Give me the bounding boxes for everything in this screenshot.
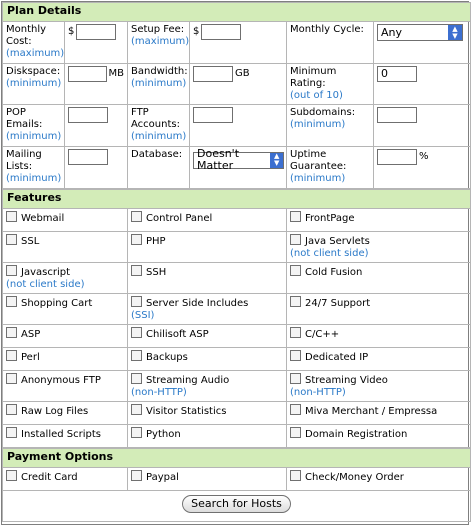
features-row	[3, 371, 471, 402]
feature-cell-shopping-cart	[3, 294, 128, 325]
plan-details-table	[2, 2, 471, 189]
checkbox-paypal[interactable]	[131, 470, 142, 481]
feature-label: Dedicated IP	[305, 352, 369, 363]
pop-emails-label: POP Emails:	[6, 107, 43, 130]
feature-label: Control Panel	[146, 213, 213, 224]
subdomains-input[interactable]	[377, 107, 417, 123]
bandwidth-label-cell	[128, 64, 190, 105]
feature-cell-javascript	[3, 263, 128, 294]
features-row	[3, 348, 471, 371]
checkbox-webmail[interactable]	[6, 211, 17, 222]
checkbox-miva-merchant-empressa[interactable]	[290, 404, 301, 415]
feature-cell-python	[128, 425, 287, 448]
setup-fee-input[interactable]	[201, 24, 241, 40]
dollar-sign: $	[193, 26, 200, 37]
checkbox-python[interactable]	[131, 427, 142, 438]
feature-label: Cold Fusion	[305, 267, 363, 278]
feature-label: FrontPage	[305, 213, 355, 224]
dropdown-arrow-icon: ▲ ▼	[270, 153, 283, 168]
ftp-accounts-label-cell	[128, 105, 190, 147]
feature-cell-cold-fusion	[287, 263, 471, 294]
feature-cell-php	[128, 232, 287, 263]
feature-cell-raw-log-files	[3, 402, 128, 425]
feature-label: Raw Log Files	[21, 406, 89, 417]
feature-label: SSL	[21, 236, 40, 247]
monthly-cycle-select-cell	[374, 22, 471, 64]
diskspace-unit: MB	[108, 68, 124, 79]
feature-label: C/C++	[305, 329, 340, 340]
checkbox-streaming-audio[interactable]	[131, 373, 142, 384]
monthly-cost-input-cell	[65, 22, 128, 64]
plan-details-header: Plan Details	[3, 3, 471, 22]
payment-options-header: Payment Options	[3, 449, 471, 468]
feature-cell-java-servlets	[287, 232, 471, 263]
checkbox-installed-scripts[interactable]	[6, 427, 17, 438]
mailing-lists-label: Mailing Lists:	[6, 149, 42, 172]
feature-label: Visitor Statistics	[146, 406, 227, 417]
dollar-sign: $	[68, 26, 75, 37]
payment-option-label: Paypal	[146, 472, 179, 483]
feature-cell-chilisoft-asp	[128, 325, 287, 348]
checkbox-shopping-cart[interactable]	[6, 296, 17, 307]
feature-note: (non-HTTP)	[290, 387, 346, 398]
feature-cell-control-panel	[128, 209, 287, 232]
payment-options-table	[2, 448, 471, 522]
features-row	[3, 325, 471, 348]
feature-label: Javascript	[21, 267, 70, 278]
setup-fee-input-cell	[190, 22, 287, 64]
checkbox-cold-fusion[interactable]	[290, 265, 301, 276]
mailing-lists-input[interactable]	[68, 149, 108, 165]
pop-emails-label-cell	[3, 105, 65, 147]
checkbox-c-c[interactable]	[290, 327, 301, 338]
checkbox-credit-card[interactable]	[6, 470, 17, 481]
uptime-label: Uptime Guarantee:	[290, 149, 347, 172]
feature-label: Domain Registration	[305, 429, 408, 440]
min-rating-label: Minimum Rating:	[290, 66, 337, 89]
feature-label: Installed Scripts	[21, 429, 101, 440]
min-rating-label-cell	[287, 64, 374, 105]
checkbox-streaming-video[interactable]	[290, 373, 301, 384]
checkbox-anonymous-ftp[interactable]	[6, 373, 17, 384]
checkbox-backups[interactable]	[131, 350, 142, 361]
mailing-lists-input-cell	[65, 147, 128, 189]
uptime-unit: %	[419, 151, 429, 162]
min-rating-input[interactable]: 0	[377, 66, 417, 82]
setup-fee-note: (maximum)	[131, 36, 190, 47]
features-row	[3, 209, 471, 232]
monthly-cost-input[interactable]	[76, 24, 116, 40]
monthly-cost-label-cell	[3, 22, 65, 64]
feature-cell-ssl	[3, 232, 128, 263]
database-value: Doesn't Matter	[197, 147, 240, 172]
feature-cell-backups	[128, 348, 287, 371]
checkbox-ssl[interactable]	[6, 234, 17, 245]
min-rating-input-cell	[374, 64, 471, 105]
diskspace-input-cell	[65, 64, 128, 105]
checkbox-chilisoft-asp[interactable]	[131, 327, 142, 338]
features-row	[3, 402, 471, 425]
subdomains-input-cell	[374, 105, 471, 147]
database-select[interactable]	[193, 147, 284, 172]
feature-cell-streaming-audio	[128, 371, 287, 402]
feature-note: (not client side)	[6, 279, 85, 290]
pop-emails-input[interactable]	[68, 107, 108, 123]
dropdown-arrow-icon: ▲ ▼	[448, 25, 462, 40]
feature-label: Webmail	[21, 213, 65, 224]
feature-cell-domain-registration	[287, 425, 471, 448]
payment-options-row	[3, 468, 471, 491]
feature-note: (not client side)	[290, 248, 369, 259]
ftp-accounts-note: (minimum)	[131, 131, 187, 142]
checkbox-frontpage[interactable]	[290, 211, 301, 222]
monthly-cost-note: (maximum)	[6, 48, 65, 59]
feature-cell-24-7-support	[287, 294, 471, 325]
subdomains-label-cell	[287, 105, 374, 147]
feature-cell-asp	[3, 325, 128, 348]
database-select-cell	[190, 147, 287, 189]
feature-label: Java Servlets	[305, 236, 370, 247]
feature-cell-perl	[3, 348, 128, 371]
bandwidth-input[interactable]	[193, 66, 233, 82]
mailing-lists-label-cell	[3, 147, 65, 189]
feature-label: 24/7 Support	[305, 298, 371, 309]
pop-emails-input-cell	[65, 105, 128, 147]
bandwidth-label: Bandwidth:	[131, 66, 188, 77]
subdomains-label: Subdomains:	[290, 107, 356, 118]
checkbox-check-money-order[interactable]	[290, 470, 301, 481]
checkbox-raw-log-files[interactable]	[6, 404, 17, 415]
feature-label: ASP	[21, 329, 41, 340]
monthly-cycle-label-cell	[287, 22, 374, 64]
database-label: Database:	[131, 149, 183, 160]
feature-label: Shopping Cart	[21, 298, 93, 309]
features-table	[2, 189, 471, 448]
diskspace-label-cell	[3, 64, 65, 105]
feature-cell-webmail	[3, 209, 128, 232]
bandwidth-note: (minimum)	[131, 78, 187, 89]
feature-cell-installed-scripts	[3, 425, 128, 448]
feature-label: Python	[146, 429, 181, 440]
diskspace-input[interactable]	[68, 66, 107, 82]
feature-cell-miva-merchant-empressa	[287, 402, 471, 425]
setup-fee-label: Setup Fee:	[131, 24, 185, 35]
checkbox-java-servlets[interactable]	[290, 234, 301, 245]
diskspace-label: Diskspace:	[6, 66, 61, 77]
checkbox-asp[interactable]	[6, 327, 17, 338]
feature-cell-frontpage	[287, 209, 471, 232]
feature-cell-c-c	[287, 325, 471, 348]
feature-label: SSH	[146, 267, 167, 278]
checkbox-visitor-statistics[interactable]	[131, 404, 142, 415]
diskspace-note: (minimum)	[6, 78, 62, 89]
checkbox-ssh[interactable]	[131, 265, 142, 276]
feature-cell-ssh	[128, 263, 287, 294]
payment-option-label: Check/Money Order	[305, 472, 404, 483]
checkbox-control-panel[interactable]	[131, 211, 142, 222]
uptime-label-cell	[287, 147, 374, 189]
feature-cell-dedicated-ip	[287, 348, 471, 371]
search-for-hosts-button[interactable]: Search for Hosts	[182, 495, 291, 513]
checkbox-domain-registration[interactable]	[290, 427, 301, 438]
ftp-accounts-label: FTP Accounts:	[131, 107, 180, 130]
checkbox-server-side-includes[interactable]	[131, 296, 142, 307]
payment-option-label: Credit Card	[21, 472, 78, 483]
feature-label: Streaming Audio	[146, 375, 230, 386]
feature-note: (non-HTTP)	[131, 387, 187, 398]
features-row	[3, 232, 471, 263]
feature-label: Streaming Video	[305, 375, 388, 386]
monthly-cost-label: Monthly Cost:	[6, 24, 47, 47]
uptime-input-cell	[374, 147, 471, 189]
setup-fee-label-cell	[128, 22, 190, 64]
bandwidth-unit: GB	[235, 68, 250, 79]
bandwidth-input-cell	[190, 64, 287, 105]
monthly-cycle-label: Monthly Cycle:	[290, 24, 364, 35]
uptime-input[interactable]	[377, 149, 417, 165]
search-button-cell	[3, 491, 471, 522]
monthly-cycle-value: Any	[381, 25, 403, 39]
monthly-cycle-select[interactable]	[377, 24, 463, 41]
feature-label: Server Side Includes	[146, 298, 249, 309]
feature-label: Chilisoft ASP	[146, 329, 209, 340]
features-row	[3, 425, 471, 448]
ftp-accounts-input-cell	[190, 105, 287, 147]
feature-label: Anonymous FTP	[21, 375, 101, 386]
checkbox-php[interactable]	[131, 234, 142, 245]
checkbox-perl[interactable]	[6, 350, 17, 361]
features-row	[3, 294, 471, 325]
checkbox-24-7-support[interactable]	[290, 296, 301, 307]
mailing-lists-note: (minimum)	[6, 173, 62, 184]
pop-emails-note: (minimum)	[6, 131, 62, 142]
feature-cell-anonymous-ftp	[3, 371, 128, 402]
feature-label: PHP	[146, 236, 166, 247]
subdomains-note: (minimum)	[290, 119, 346, 130]
payment-cell-credit-card	[3, 468, 128, 491]
uptime-note: (minimum)	[290, 173, 346, 184]
database-label-cell	[128, 147, 190, 189]
search-form	[1, 1, 469, 525]
features-header: Features	[3, 190, 471, 209]
feature-cell-server-side-includes	[128, 294, 287, 325]
feature-note: (SSI)	[131, 310, 155, 321]
checkbox-javascript[interactable]	[6, 265, 17, 276]
checkbox-dedicated-ip[interactable]	[290, 350, 301, 361]
feature-label: Backups	[146, 352, 188, 363]
feature-cell-streaming-video	[287, 371, 471, 402]
feature-label: Perl	[21, 352, 40, 363]
feature-cell-visitor-statistics	[128, 402, 287, 425]
payment-cell-paypal	[128, 468, 287, 491]
min-rating-note: (out of 10)	[290, 90, 343, 101]
feature-label: Miva Merchant / Empressa	[305, 406, 438, 417]
features-row	[3, 263, 471, 294]
payment-cell-check-money-order	[287, 468, 471, 491]
ftp-accounts-input[interactable]	[193, 107, 233, 123]
